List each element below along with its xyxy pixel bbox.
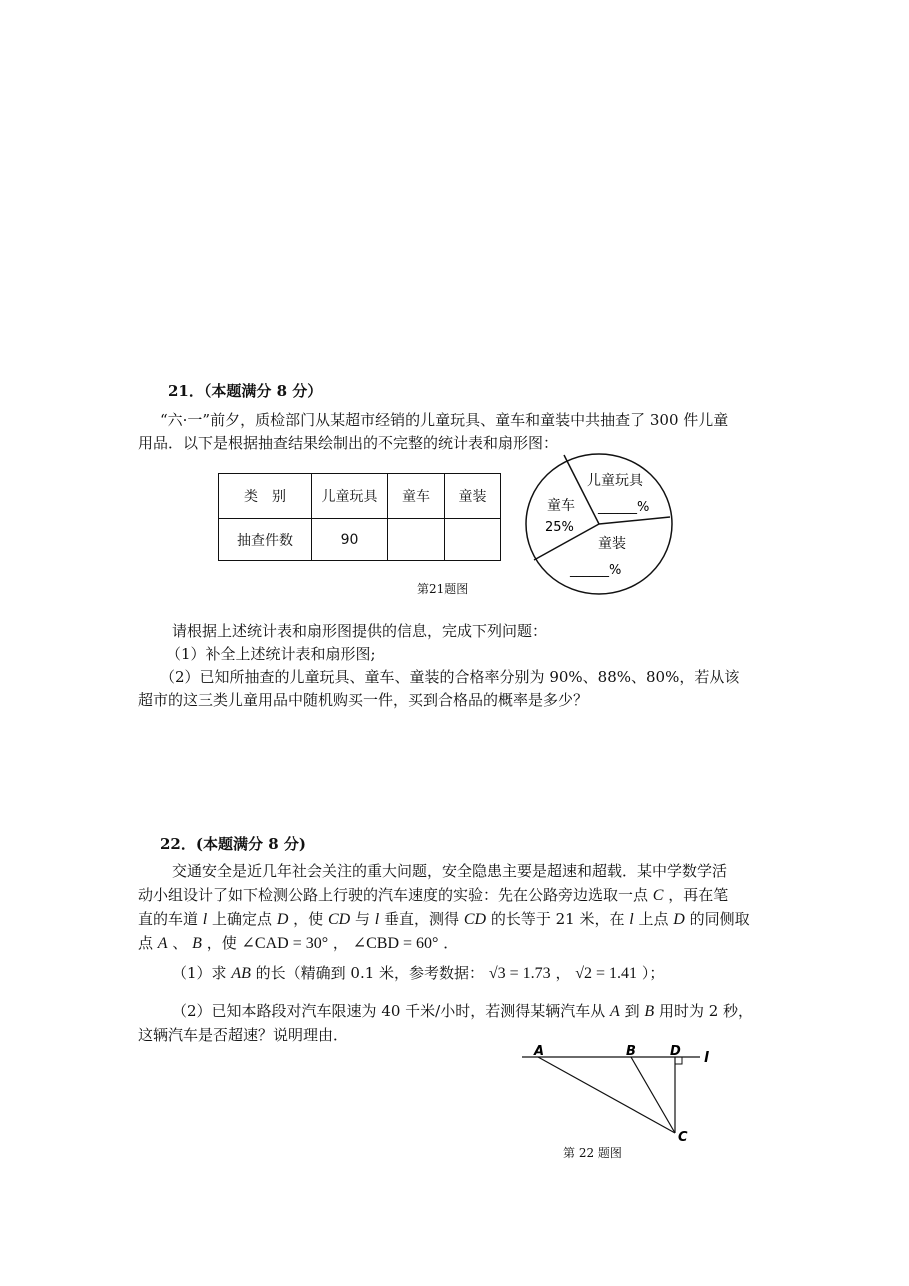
q22-line2-text-b: ，再在笔 <box>668 886 729 904</box>
q21-part2-line1: （2）已知所抽查的儿童玩具、童车、童装的合格率分别为 90%、88%、80%，若从该 <box>160 668 740 686</box>
q21-title: 21．（本题满分 8 分） <box>168 382 323 400</box>
q22-part2-text-c: 用时为 2 秒， <box>658 1002 754 1020</box>
symbol-segment-cd: CD <box>327 911 351 928</box>
q22-line4-text-d: ， <box>332 934 348 952</box>
table-cell-clothes <box>445 519 501 561</box>
q21-intro-line2: 用品．以下是根据抽查结果绘制出的不完整的统计表和扇形图： <box>138 434 559 452</box>
q22-part2-text-a: （2）已知本路段对汽车限速为 40 千米/小时，若测得某辆汽车从 <box>172 1002 606 1020</box>
q22-line3-text-a: 直的车道 <box>138 910 199 928</box>
q21-intro-line1: “六·一”前夕，质检部门从某超市经销的儿童玩具、童车和童装中共抽查了 300 件儿童 <box>160 411 729 429</box>
segment-bc <box>631 1057 675 1133</box>
pie-label-cart-pct: 25% <box>545 520 574 535</box>
q22-part2-text-b: 到 <box>624 1002 640 1020</box>
symbol-point-d: D <box>276 911 289 928</box>
statistics-table <box>218 473 501 561</box>
pie-label-clothes: 童装 <box>598 536 626 552</box>
q22-line4 <box>138 932 458 955</box>
q22-line2-text-a: 动小组设计了如下检测公路上行驶的汽车速度的实验：先在公路旁边选取一点 <box>138 886 649 904</box>
pie-chart <box>524 453 676 599</box>
figure-label-b: B <box>626 1044 636 1059</box>
symbol-segment-cd-2: CD <box>463 911 487 928</box>
q22-part1-text-a: （1）求 <box>172 964 227 982</box>
symbol-point-c: C <box>652 887 664 904</box>
symbol-line-l-3: l <box>629 911 634 928</box>
q21-part1: （1）补全上述统计表和扇形图; <box>166 645 376 663</box>
q22-line2 <box>138 884 728 907</box>
q22-line3-text-e: 垂直，测得 <box>384 910 460 928</box>
q21-part2-line2: 超市的这三类儿童用品中随机购买一件，买到合格品的概率是多少？ <box>138 691 589 709</box>
q22-figure-caption: 第 22 题图 <box>563 1146 622 1160</box>
figure-label-c: C <box>678 1130 688 1144</box>
q22-line3-text-f: 的长等于 21 米，在 <box>490 910 625 928</box>
q22-part1-text-d: ）； <box>641 964 665 982</box>
q21-figure-caption: 第21题图 <box>417 582 469 596</box>
angle-cbd-formula: ∠CBD = 60° <box>352 935 439 952</box>
q22-part1-text-c: ， <box>555 964 571 982</box>
sqrt3-reference: √3 = 1.73 <box>488 965 551 982</box>
pie-label-cart: 童车 <box>547 498 575 514</box>
q22-line3-text-b: 上确定点 <box>212 910 273 928</box>
table-header-row <box>219 474 501 519</box>
q22-line4-text-a: 点 <box>138 934 154 952</box>
q22-line1: 交通安全是近几年社会关注的重大问题，安全隐患主要是超速和超载．某中学数学活 <box>172 862 728 880</box>
table-cell-toy: 90 <box>312 519 388 561</box>
table-header-category: 类 别 <box>219 474 312 519</box>
q22-line3-text-g: 上点 <box>638 910 669 928</box>
q22-line3-text-h: 的同侧取 <box>689 910 750 928</box>
pie-divider-toy-clothes <box>599 517 670 524</box>
symbol-point-d-2: D <box>673 911 685 928</box>
angle-cad-formula: ∠CAD = 30° <box>241 935 329 952</box>
geometry-figure <box>518 1040 718 1144</box>
table-row-label: 抽查件数 <box>219 519 312 561</box>
symbol-point-b: B <box>192 935 202 952</box>
sqrt2-reference: √2 = 1.41 <box>575 965 638 982</box>
table-header-toy: 儿童玩具 <box>312 474 388 519</box>
q22-line3-text-d: 与 <box>354 910 370 928</box>
table-header-clothes: 童装 <box>445 474 501 519</box>
symbol-segment-ab: AB <box>231 965 251 982</box>
figure-label-a: A <box>534 1044 545 1059</box>
q22-part2-line2: 这辆汽车是否超速？说明理由． <box>138 1026 349 1044</box>
q22-part2-line1 <box>172 1000 753 1023</box>
q22-part1 <box>172 962 664 985</box>
q22-line4-text-e: ． <box>443 934 459 952</box>
symbol-point-a: A <box>157 935 168 952</box>
symbol-point-a-2: A <box>610 1003 620 1020</box>
pie-label-toy: 儿童玩具 <box>587 473 643 489</box>
q22-part1-text-b: 的长（精确到 0.1 米，参考数据： <box>255 964 485 982</box>
q22-line4-text-b: 、 <box>172 934 188 952</box>
q22-line3 <box>138 908 750 931</box>
table-header-cart: 童车 <box>388 474 445 519</box>
symbol-line-l: l <box>202 911 208 928</box>
q22-line3-text-c: ，使 <box>293 910 324 928</box>
figure-label-l: l <box>704 1050 709 1066</box>
pie-label-clothes-pct: ______% <box>570 563 622 578</box>
segment-ac <box>538 1057 675 1133</box>
symbol-point-b-2: B <box>644 1003 655 1020</box>
q22-title: 22．(本题满分 8 分) <box>160 835 306 853</box>
figure-label-d: D <box>670 1044 681 1059</box>
pie-label-toy-pct: ______% <box>598 500 650 515</box>
q22-line4-text-c: ，使 <box>206 934 237 952</box>
table-count-row <box>219 519 501 561</box>
table-cell-cart <box>388 519 445 561</box>
symbol-line-l-2: l <box>374 911 380 928</box>
q21-prompt: 请根据上述统计表和扇形图提供的信息，完成下列问题： <box>172 622 548 640</box>
